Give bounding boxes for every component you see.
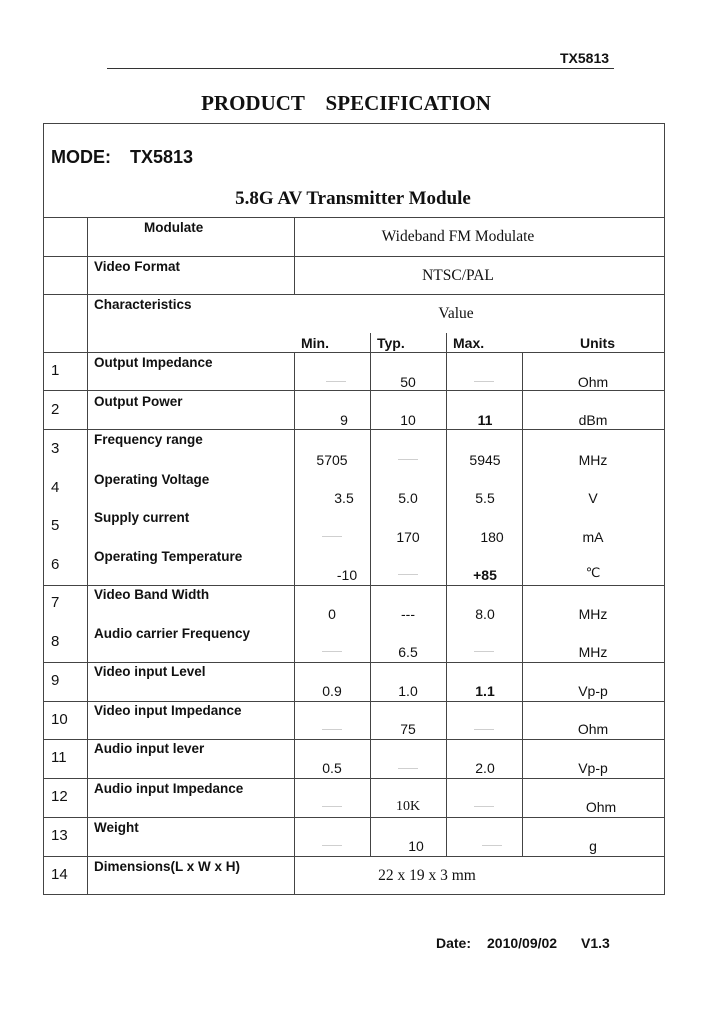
row-number: 6 <box>51 556 60 573</box>
row-number: 14 <box>51 866 68 883</box>
row-number: 12 <box>51 788 68 805</box>
max-value: 5945 <box>469 452 501 468</box>
units-value: MHz <box>578 606 608 622</box>
table-left-border <box>43 123 44 895</box>
page-title: PRODUCT SPECIFICATION <box>201 91 491 115</box>
units-value: MHz <box>578 644 608 660</box>
units-value: g <box>589 838 597 854</box>
empty-value-dash <box>326 381 346 382</box>
value-header: Value <box>438 305 474 322</box>
min-value: 5705 <box>316 452 348 468</box>
parameter-label: Dimensions(L x W x H) <box>94 859 241 874</box>
footer-date: 2010/09/02 <box>487 935 558 951</box>
empty-value-dash <box>398 459 418 460</box>
row-divider <box>43 429 664 430</box>
empty-value-dash <box>398 768 418 769</box>
row-divider <box>43 217 664 218</box>
min-value: 3.5 <box>334 490 354 506</box>
units-value: Ohm <box>577 721 609 737</box>
parameter-label: Video input Impedance <box>94 703 242 718</box>
empty-value-dash <box>474 381 494 382</box>
column-header-units: Units <box>580 335 615 351</box>
units-value: mA <box>582 529 604 545</box>
units-value: MHz <box>578 452 608 468</box>
column-header-typ: Typ. <box>377 335 405 351</box>
typ-value: 10 <box>400 412 416 428</box>
row-divider <box>43 662 664 663</box>
empty-value-dash <box>322 806 342 807</box>
parameter-label: Frequency range <box>94 432 203 447</box>
row-divider <box>43 294 664 295</box>
footer-date-label: Date: <box>436 935 472 951</box>
empty-value-dash <box>322 729 342 730</box>
row-divider <box>43 817 664 818</box>
max-value: 180 <box>480 529 504 545</box>
row-divider <box>43 390 664 391</box>
row-divider <box>43 256 664 257</box>
min-value: 0.9 <box>322 683 342 699</box>
row-divider <box>43 778 664 779</box>
video-format-value: NTSC/PAL <box>422 267 494 284</box>
row-number: 2 <box>51 401 60 418</box>
column-divider <box>294 352 295 894</box>
max-value: 2.0 <box>475 760 495 776</box>
typ-value: 5.0 <box>398 490 418 506</box>
mode-label: MODE: <box>51 147 111 167</box>
typ-value: --- <box>401 606 415 622</box>
empty-value-dash <box>322 536 342 537</box>
header-rule <box>107 68 614 69</box>
units-value: Ohm <box>577 374 609 390</box>
characteristics-label: Characteristics <box>94 297 192 312</box>
max-value: 1.1 <box>475 683 495 699</box>
empty-value-dash <box>322 651 342 652</box>
empty-value-dash <box>398 574 418 575</box>
typ-value: 10K <box>395 799 421 814</box>
row-number: 3 <box>51 440 60 457</box>
max-value: 8.0 <box>475 606 495 622</box>
row-divider <box>43 585 664 586</box>
typ-value: 10 <box>408 838 424 854</box>
module-subtitle: 5.8G AV Transmitter Module <box>235 188 471 209</box>
parameter-label: Video input Level <box>94 664 206 679</box>
empty-value-dash <box>474 806 494 807</box>
typ-value: 6.5 <box>398 644 418 660</box>
row-number: 1 <box>51 362 60 379</box>
row-number: 5 <box>51 517 60 534</box>
parameter-label: Weight <box>94 820 139 835</box>
row-number: 10 <box>51 711 68 728</box>
column-header-max: Max. <box>453 335 485 351</box>
row-number: 7 <box>51 594 60 611</box>
table-right-border <box>664 123 665 895</box>
units-value: Vp-p <box>578 760 608 776</box>
max-value: +85 <box>473 567 497 583</box>
modulate-value: Wideband FM Modulate <box>381 228 535 245</box>
parameter-label: Output Power <box>94 394 183 409</box>
min-value: 0 <box>328 606 336 622</box>
parameter-label: Supply current <box>94 510 190 525</box>
max-value: 11 <box>477 412 493 428</box>
empty-value-dash <box>322 845 342 846</box>
parameter-label: Audio carrier Frequency <box>94 626 251 641</box>
dimensions-value: 22 x 19 x 3 mm <box>378 867 476 884</box>
max-value: 5.5 <box>475 490 495 506</box>
row-number: 4 <box>51 479 60 496</box>
min-value: 0.5 <box>322 760 342 776</box>
table-bottom-border <box>43 894 665 895</box>
row-number: 13 <box>51 827 68 844</box>
column-divider <box>446 333 447 856</box>
row-divider <box>43 856 664 857</box>
units-value: Vp-p <box>578 683 608 699</box>
column-divider <box>522 352 523 856</box>
parameter-label: Audio input lever <box>94 741 205 756</box>
typ-value: 75 <box>400 721 416 737</box>
units-value: dBm <box>578 412 608 428</box>
parameter-label: Operating Temperature <box>94 549 243 564</box>
video-format-label: Video Format <box>94 259 181 274</box>
row-number: 8 <box>51 633 60 650</box>
parameter-label: Audio input Impedance <box>94 781 244 796</box>
typ-value: 1.0 <box>398 683 418 699</box>
row-divider <box>43 701 664 702</box>
header-model-code: TX5813 <box>560 50 610 66</box>
empty-value-dash <box>474 651 494 652</box>
parameter-label: Operating Voltage <box>94 472 210 487</box>
parameter-label: Output Impedance <box>94 355 213 370</box>
table-top-border <box>43 123 664 124</box>
units-value: V <box>588 490 598 506</box>
footer-version: V1.3 <box>581 935 610 951</box>
column-divider <box>87 217 88 894</box>
row-divider <box>43 352 664 353</box>
row-number: 11 <box>51 749 67 766</box>
units-value: Ohm <box>585 799 617 815</box>
typ-value: 50 <box>400 374 416 390</box>
row-divider <box>43 739 664 740</box>
min-value: -10 <box>336 567 358 583</box>
units-value: ℃ <box>585 566 601 581</box>
column-header-min: Min. <box>301 335 329 351</box>
empty-value-dash <box>482 845 502 846</box>
typ-value: 170 <box>396 529 420 545</box>
mode-value: TX5813 <box>130 147 194 167</box>
empty-value-dash <box>474 729 494 730</box>
parameter-label: Video Band Width <box>94 587 210 602</box>
row-number: 9 <box>51 672 60 689</box>
min-value: 9 <box>340 412 348 428</box>
modulate-label: Modulate <box>144 220 204 235</box>
